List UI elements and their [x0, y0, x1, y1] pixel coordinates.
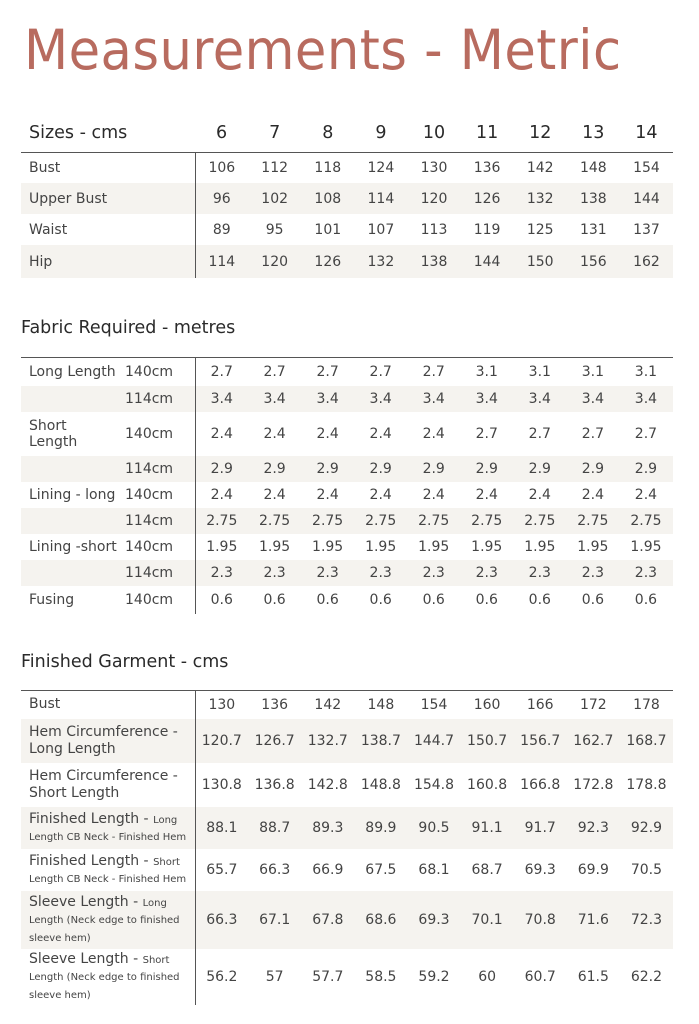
table-cell: 168.7 [620, 719, 673, 763]
size-header: 12 [529, 123, 552, 143]
row-label-sub: Long Length CB Neck - Finished Hem [29, 814, 187, 843]
table-cell: 0.6 [634, 592, 658, 608]
table-cell: 57.7 [312, 969, 344, 985]
table-cell: 3.4 [566, 386, 619, 412]
table-cell: 2.9 [460, 456, 513, 482]
table-cell: 142 [314, 697, 342, 713]
sizes-header-rule [21, 152, 673, 153]
row-label [21, 949, 195, 1005]
table-cell: 1.95 [206, 539, 238, 555]
table-cell: 138 [407, 245, 460, 278]
table-cell: 69.9 [577, 862, 609, 878]
table-cell: 2.7 [581, 426, 604, 442]
fabric-width: 114cm [119, 386, 195, 412]
table-cell: 66.9 [312, 862, 344, 878]
table-row [21, 386, 673, 412]
table-cell: 88.1 [195, 807, 248, 849]
table-cell: 2.3 [248, 560, 301, 586]
table-cell: 144 [620, 183, 673, 214]
table-row [21, 245, 673, 278]
table-cell: 0.6 [316, 592, 339, 608]
table-cell: 137 [633, 221, 660, 238]
table-cell: 0.6 [210, 592, 233, 608]
table-cell: 2.75 [354, 508, 407, 534]
table-cell: 112 [261, 159, 289, 176]
table-cell: 2.9 [354, 456, 407, 482]
garment-section-title: Finished Garment - cms [21, 652, 229, 672]
table-cell: 70.5 [630, 862, 663, 878]
table-cell: 0.6 [581, 592, 604, 608]
table-cell: 96 [195, 183, 248, 214]
table-cell: 2.9 [513, 456, 566, 482]
table-cell: 2.4 [210, 487, 233, 503]
size-header: 13 [582, 123, 605, 143]
table-cell: 1.95 [418, 539, 450, 555]
fabric-width: 114cm [119, 560, 195, 586]
table-cell: 124 [367, 159, 395, 176]
table-cell: 68.1 [418, 862, 450, 878]
table-cell: 130 [420, 159, 448, 176]
table-cell: 113 [420, 221, 448, 238]
row-label: Lining - long [29, 487, 116, 503]
table-cell: 2.3 [460, 560, 513, 586]
table-cell: 65.7 [206, 862, 238, 878]
table-row [21, 183, 673, 214]
table-row [21, 719, 673, 763]
table-cell: 1.95 [577, 539, 609, 555]
table-cell: 2.4 [316, 426, 339, 442]
table-cell: 125 [526, 221, 554, 238]
table-cell: 2.9 [407, 456, 460, 482]
table-cell: 92.3 [567, 807, 620, 849]
table-cell: 2.7 [210, 364, 233, 380]
table-cell: 70.8 [514, 891, 567, 949]
table-cell: 70.1 [461, 891, 514, 949]
table-cell: 172.8 [573, 777, 614, 793]
table-cell: 2.3 [354, 560, 407, 586]
table-cell: 2.9 [619, 456, 672, 482]
table-cell: 3.1 [581, 364, 604, 380]
table-cell: 138 [567, 183, 620, 214]
table-cell: 3.4 [301, 386, 354, 412]
table-cell: 92.9 [620, 807, 673, 849]
table-row [21, 763, 673, 807]
size-header: 9 [375, 123, 387, 143]
table-cell: 2.4 [581, 487, 604, 503]
table-cell: 60.7 [524, 969, 556, 985]
table-cell: 3.4 [407, 386, 460, 412]
table-cell: 160.8 [467, 777, 508, 793]
table-cell: 2.3 [566, 560, 619, 586]
size-header: 14 [635, 123, 658, 143]
row-label: Fusing [29, 592, 75, 608]
table-cell: 156.7 [514, 719, 567, 763]
table-cell: 89.9 [354, 807, 407, 849]
row-label [21, 891, 195, 949]
table-cell: 89 [212, 221, 231, 238]
table-cell: 130 [208, 697, 236, 713]
table-cell: 136 [261, 697, 289, 713]
table-cell: 102 [248, 183, 301, 214]
table-cell: 2.7 [369, 364, 392, 380]
table-cell: 166.8 [520, 777, 561, 793]
table-cell: 2.7 [263, 364, 286, 380]
row-label [21, 807, 195, 849]
fabric-section-title: Fabric Required - metres [21, 318, 236, 338]
table-cell: 0.6 [369, 592, 392, 608]
table-row [21, 691, 673, 719]
table-cell: 58.5 [365, 969, 397, 985]
table-cell: 62.2 [630, 969, 663, 985]
table-cell: 132.7 [301, 719, 354, 763]
table-cell: 107 [367, 221, 395, 238]
table-cell: 66.3 [259, 862, 291, 878]
table-row [21, 586, 673, 614]
row-label: Bust [21, 152, 195, 183]
table-cell: 120 [407, 183, 460, 214]
table-cell: 90.5 [407, 807, 460, 849]
table-cell: 69.3 [524, 862, 556, 878]
table-cell: 178 [633, 697, 660, 713]
table-cell: 2.75 [195, 508, 248, 534]
table-cell: 106 [208, 159, 236, 176]
table-cell: 95 [265, 221, 284, 238]
table-cell: 2.4 [369, 426, 392, 442]
table-cell: 130.8 [201, 777, 242, 793]
table-cell: 56.2 [206, 969, 238, 985]
table-row [21, 358, 673, 386]
table-cell: 91.1 [461, 807, 514, 849]
table-cell: 2.9 [301, 456, 354, 482]
table-row [21, 214, 673, 245]
table-cell: 2.4 [528, 487, 551, 503]
table-cell: 2.3 [619, 560, 672, 586]
sizes-header-row [21, 114, 673, 152]
table-cell: 126 [301, 245, 354, 278]
row-label: Waist [21, 214, 195, 245]
table-cell: 3.4 [619, 386, 672, 412]
table-cell: 91.7 [514, 807, 567, 849]
table-cell: 148 [579, 159, 607, 176]
fabric-width: 140cm [119, 586, 195, 614]
row-label-sub: Short Length (Neck edge to finished sleeve hem) [29, 954, 180, 1001]
table-cell: 114 [195, 245, 248, 278]
size-header: 8 [322, 123, 334, 143]
table-cell: 2.7 [316, 364, 339, 380]
table-cell: 3.4 [354, 386, 407, 412]
table-cell: 2.75 [301, 508, 354, 534]
table-cell: 61.5 [577, 969, 609, 985]
table-cell: 2.7 [475, 426, 498, 442]
size-header: 11 [475, 123, 499, 143]
table-row [21, 456, 673, 482]
row-label [21, 560, 119, 586]
table-cell: 2.9 [195, 456, 248, 482]
table-cell: 126.7 [248, 719, 301, 763]
row-label-main: Finished Length - [29, 810, 149, 827]
table-cell: 2.3 [301, 560, 354, 586]
table-cell: 126 [461, 183, 514, 214]
row-label [21, 849, 195, 891]
table-cell: 60 [478, 969, 497, 985]
table-cell: 150 [514, 245, 567, 278]
table-cell: 2.75 [248, 508, 301, 534]
fabric-width: 140cm [119, 358, 195, 386]
table-cell: 2.75 [407, 508, 460, 534]
table-cell: 69.3 [407, 891, 460, 949]
table-cell: 2.3 [407, 560, 460, 586]
fabric-width: 140cm [119, 482, 195, 508]
table-cell: 3.4 [248, 386, 301, 412]
table-cell: 3.4 [513, 386, 566, 412]
fabric-width: 140cm [119, 534, 195, 560]
table-cell: 1.95 [365, 539, 397, 555]
row-label: Hip [21, 245, 195, 278]
table-cell: 3.4 [460, 386, 513, 412]
table-cell: 2.75 [460, 508, 513, 534]
table-cell: 2.4 [475, 487, 498, 503]
page-title: Measurements - Metric [24, 18, 622, 82]
table-cell: 59.2 [418, 969, 450, 985]
table-cell: 2.7 [634, 426, 658, 442]
table-cell: 160 [473, 697, 501, 713]
sizes-table [21, 114, 673, 278]
table-cell: 0.6 [475, 592, 498, 608]
table-cell: 119 [473, 221, 501, 238]
table-cell: 142 [526, 159, 554, 176]
row-label [21, 508, 119, 534]
table-cell: 142.8 [307, 777, 348, 793]
size-header: 6 [215, 123, 228, 143]
row-label [21, 386, 119, 412]
table-cell: 2.4 [263, 487, 286, 503]
table-cell: 1.95 [258, 539, 291, 555]
table-cell: 150.7 [461, 719, 514, 763]
table-cell: 136 [473, 159, 501, 176]
row-label-main: Sleeve Length - [29, 893, 139, 910]
table-row [21, 560, 673, 586]
table-cell: 3.1 [475, 364, 498, 380]
row-label [21, 456, 119, 482]
size-header: 7 [269, 123, 281, 143]
table-cell: 0.6 [528, 592, 551, 608]
table-cell: 120.7 [195, 719, 248, 763]
table-cell: 132 [514, 183, 567, 214]
table-row [21, 534, 673, 560]
table-row [21, 412, 673, 456]
table-cell: 68.7 [471, 862, 503, 878]
row-label: Lining -short [29, 539, 117, 555]
garment-table [21, 691, 673, 1005]
table-cell: 67.5 [365, 862, 397, 878]
table-cell: 2.75 [513, 508, 566, 534]
fabric-width: 114cm [119, 508, 195, 534]
table-cell: 2.75 [619, 508, 672, 534]
table-cell: 3.1 [528, 364, 551, 380]
fabric-width: 114cm [119, 456, 195, 482]
table-cell: 0.6 [263, 592, 286, 608]
table-cell: 101 [314, 221, 342, 238]
table-cell: 2.9 [248, 456, 301, 482]
table-cell: 118 [314, 159, 342, 176]
row-label: Short Length [29, 418, 78, 450]
table-cell: 2.4 [210, 426, 233, 442]
table-cell: 132 [354, 245, 407, 278]
table-cell: 144.7 [407, 719, 460, 763]
table-cell: 2.4 [316, 487, 339, 503]
table-cell: 67.1 [248, 891, 301, 949]
table-cell: 2.3 [513, 560, 566, 586]
row-label-main: Hem Circumference - Short Length [29, 767, 178, 801]
table-cell: 154 [633, 159, 660, 176]
table-cell: 136.8 [254, 777, 295, 793]
row-label [21, 719, 195, 763]
table-cell: 2.7 [422, 364, 445, 380]
table-cell: 3.4 [195, 386, 248, 412]
table-cell: 67.8 [301, 891, 354, 949]
table-cell: 3.1 [634, 364, 658, 380]
table-row [21, 807, 673, 849]
table-cell: 66.3 [195, 891, 248, 949]
table-cell: 2.3 [195, 560, 248, 586]
fabric-width: 140cm [119, 412, 195, 456]
table-cell: 148.8 [360, 777, 401, 793]
table-cell: 108 [301, 183, 354, 214]
table-cell: 138.7 [354, 719, 407, 763]
table-cell: 178.8 [626, 777, 667, 793]
table-cell: 154 [420, 697, 448, 713]
table-cell: 162 [620, 245, 673, 278]
row-label-sub: Short Length CB Neck - Finished Hem [29, 856, 187, 885]
table-cell: 2.75 [566, 508, 619, 534]
fabric-table [21, 358, 673, 614]
table-cell: 131 [579, 221, 607, 238]
table-cell: 166 [526, 697, 554, 713]
row-label: Long Length [29, 364, 116, 380]
table-row [21, 508, 673, 534]
table-cell: 154.8 [413, 777, 455, 793]
table-cell: 148 [367, 697, 395, 713]
row-label-sub: Long Length (Neck edge to finished sleeve hem) [29, 897, 180, 944]
table-cell: 120 [248, 245, 301, 278]
table-cell: 57 [265, 969, 284, 985]
table-cell: 68.6 [354, 891, 407, 949]
row-label-main: Bust [29, 696, 61, 713]
table-cell: 2.7 [528, 426, 551, 442]
table-cell: 2.4 [422, 487, 445, 503]
table-cell: 162.7 [567, 719, 620, 763]
table-row [21, 891, 673, 949]
row-label-main: Sleeve Length - [29, 950, 139, 967]
table-cell: 71.6 [567, 891, 620, 949]
table-cell: 1.95 [630, 539, 662, 555]
table-cell: 89.3 [301, 807, 354, 849]
table-row [21, 849, 673, 891]
table-cell: 144 [461, 245, 514, 278]
row-label: Upper Bust [21, 183, 195, 214]
table-cell: 2.4 [263, 426, 286, 442]
table-cell: 1.95 [471, 539, 503, 555]
table-cell: 114 [354, 183, 407, 214]
table-cell: 72.3 [620, 891, 673, 949]
table-cell: 2.4 [634, 487, 658, 503]
table-cell: 0.6 [422, 592, 445, 608]
table-row [21, 949, 673, 1005]
table-row [21, 152, 673, 183]
size-header: 10 [422, 123, 446, 143]
table-cell: 1.95 [524, 539, 556, 555]
row-label-main: Hem Circumference - Long Length [29, 723, 178, 757]
table-cell: 1.95 [312, 539, 344, 555]
table-cell: 156 [567, 245, 620, 278]
sizes-header-label: Sizes - cms [29, 123, 128, 143]
row-label [21, 691, 195, 719]
table-cell: 2.4 [369, 487, 392, 503]
table-cell: 88.7 [248, 807, 301, 849]
row-label-main: Finished Length - [29, 852, 149, 869]
row-label [21, 763, 195, 807]
table-row [21, 482, 673, 508]
table-cell: 2.4 [422, 426, 445, 442]
table-cell: 2.9 [566, 456, 619, 482]
table-cell: 172 [579, 697, 607, 713]
